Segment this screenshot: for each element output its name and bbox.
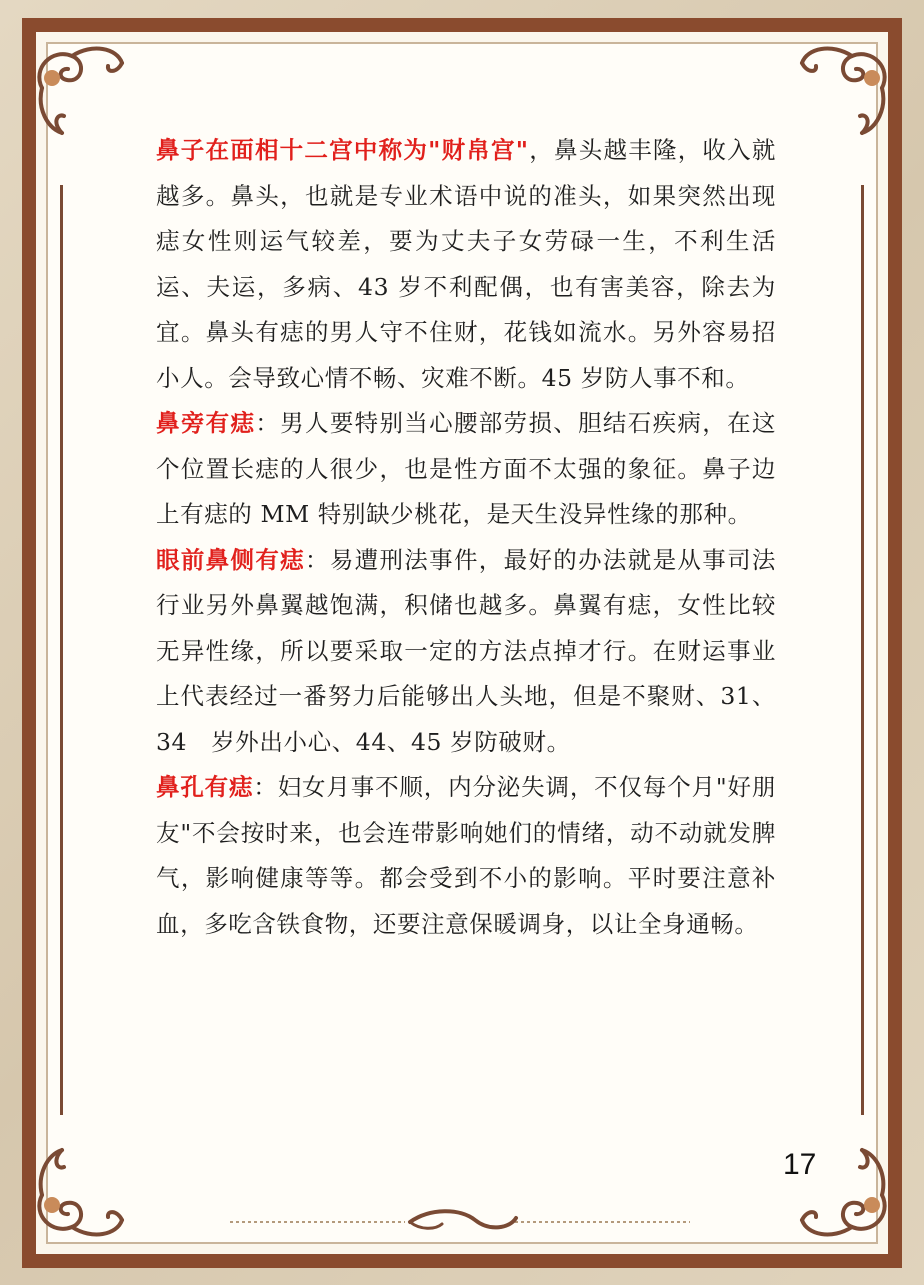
corner-ornament-icon <box>22 1145 132 1255</box>
section-text: ：易遭刑法事件，最好的办法就是从事司法行业另外鼻翼越饱满，积储也越多。鼻翼有痣，女性比较无异性缘，所以要采取一定的方法点掉才行。在财运事业上代表经过一番努力后能够出人头地，但是不聚财、31、34 岁外出小心、44、45 岁防破财。 <box>156 545 776 756</box>
article-body <box>156 128 776 947</box>
section-text: ：妇女月事不顺，内分泌失调，不仅每个月"好朋友"不会按时来，也会连带影响她们的情绪，动不动就发脾气，影响健康等等。都会受到不小的影响。平时要注意补血，多吃含铁食物，还要注意保暖调身，以让全身通畅。 <box>156 773 776 938</box>
corner-ornament-icon <box>22 28 132 138</box>
paragraph <box>156 765 776 947</box>
paragraph <box>156 401 776 538</box>
section-text: ，鼻头越丰隆，收入就越多。鼻头，也就是专业术语中说的准头，如果突然出现痣女性则运气较差，要为丈夫子女劳碌一生，不利生活运、夫运，多病、43 岁不利配偶，也有害美容，除去为宜。鼻头有痣的男人守不住财，花钱如流水。另外容易招小人。会导致心情不畅、灾难不断。45 岁防人事不和。 <box>156 136 777 392</box>
left-border-line <box>60 185 63 1115</box>
paragraph <box>156 538 776 766</box>
section-text: ：男人要特别当心腰部劳损、胆结石疾病，在这个位置长痣的人很少，也是性方面不太强的象征。鼻子边上有痣的 MM 特别缺少桃花，是天生没异性缘的那种。 <box>156 409 776 528</box>
scroll-flourish-icon <box>220 1200 700 1240</box>
section-heading: 鼻旁有痣 <box>156 409 256 437</box>
page-number: 17 <box>783 1148 817 1181</box>
paragraph <box>156 128 776 401</box>
section-heading: 眼前鼻侧有痣 <box>156 545 305 574</box>
right-border-line <box>861 185 864 1115</box>
section-heading: 鼻孔有痣 <box>156 773 254 801</box>
section-heading: 鼻子在面相十二宫中称为"财帛宫" <box>156 136 529 164</box>
corner-ornament-icon <box>792 28 902 138</box>
